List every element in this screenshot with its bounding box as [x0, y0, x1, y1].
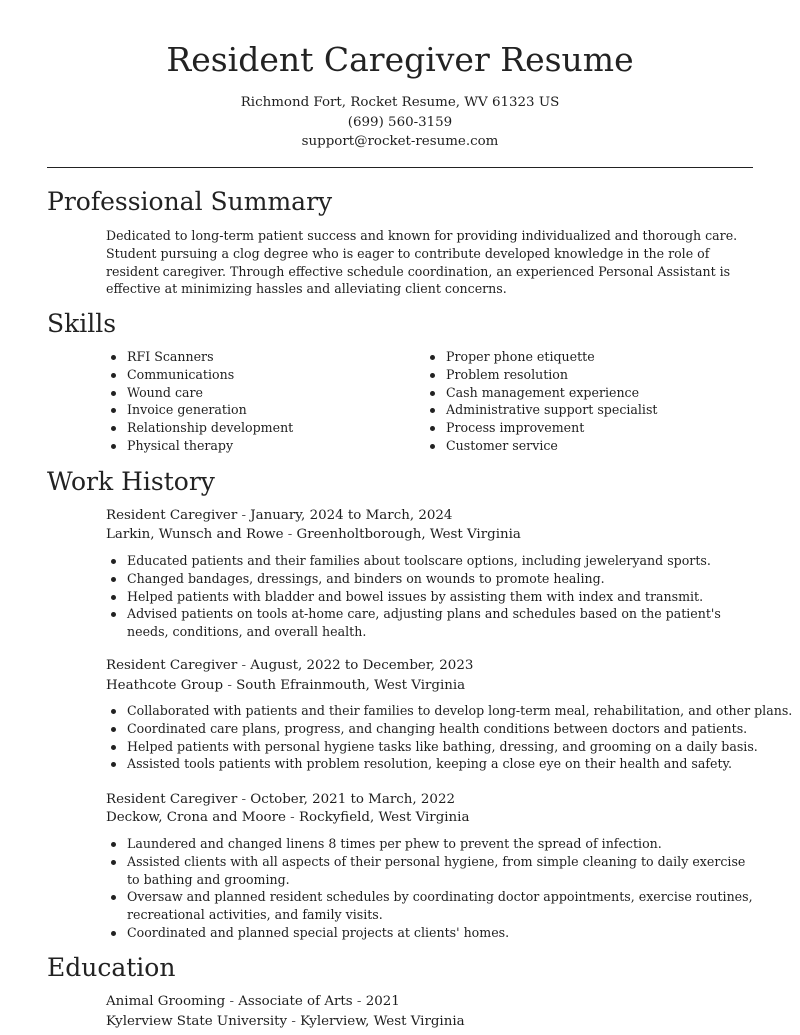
- skills-list-left: [106, 348, 406, 455]
- job-bullet: Helped patients with personal hygiene tasks like bathing, dressing, and grooming on a daily basis.: [106, 738, 756, 756]
- education-degree: Associate of Arts: [238, 994, 353, 1009]
- skill-item: Administrative support specialist: [425, 401, 745, 419]
- skill-item: Invoice generation: [106, 401, 406, 419]
- job-company-line: [106, 525, 521, 544]
- education-school-line: [106, 1012, 465, 1031]
- separator: -: [237, 658, 251, 673]
- separator: -: [285, 810, 299, 825]
- skill-item: Physical therapy: [106, 437, 406, 455]
- education-school: Kylerview State University: [106, 1014, 288, 1029]
- education-degree-line: [106, 992, 400, 1011]
- resume-title: Resident Caregiver Resume: [166, 40, 634, 79]
- job-location: Greenholtborough, West Virginia: [296, 527, 521, 542]
- email: support@rocket-resume.com: [301, 134, 499, 149]
- separator: -: [225, 994, 239, 1009]
- separator: -: [237, 508, 251, 523]
- skills-list-right: [425, 348, 745, 455]
- job-bullets: [106, 835, 756, 942]
- job-bullet: Changed bandages, dressings, and binders on wounds to promote healing.: [106, 570, 746, 588]
- separator: -: [237, 792, 251, 807]
- contact-block: [0, 93, 800, 152]
- education-heading: Education: [47, 953, 176, 982]
- job-company: Heathcote Group: [106, 678, 224, 693]
- job-company-line: [106, 808, 469, 827]
- job-company: Deckow, Crona and Moore: [106, 810, 286, 825]
- job-title-line: [106, 656, 473, 675]
- header-divider: [47, 167, 753, 168]
- job-bullet: Helped patients with bladder and bowel issues by assisting them with index and transmit.: [106, 588, 746, 606]
- education-location: Kylerview, West Virginia: [300, 1014, 465, 1029]
- separator: -: [352, 994, 366, 1009]
- skill-item: Relationship development: [106, 419, 406, 437]
- skill-item: Customer service: [425, 437, 745, 455]
- skill-item: Cash management experience: [425, 384, 745, 402]
- education-year: 2021: [365, 994, 400, 1009]
- job-title: Resident Caregiver: [106, 508, 238, 523]
- address: Richmond Fort, Rocket Resume, WV 61323 US: [240, 95, 560, 110]
- job-bullet: Collaborated with patients and their families to develop long-term meal, rehabilitation, and other plans.: [106, 702, 756, 720]
- job-location: Rockyfield, West Virginia: [298, 810, 470, 825]
- job-bullet: Advised patients on tools at-home care, adjusting plans and schedules based on the patient's needs, conditions, and overall health.: [106, 605, 746, 641]
- job-title: Resident Caregiver: [106, 658, 238, 673]
- job-bullet: Oversaw and planned resident schedules by coordinating doctor appointments, exercise routines, recreational activities, and family visits.: [106, 888, 756, 924]
- job-bullet: Coordinated and planned special projects at clients' homes.: [106, 924, 756, 942]
- skill-item: Proper phone etiquette: [425, 348, 745, 366]
- skill-item: Process improvement: [425, 419, 745, 437]
- job-dates: January, 2024 to March, 2024: [250, 508, 453, 523]
- job-bullet: Assisted clients with all aspects of their personal hygiene, from simple cleaning to daily exercise to bathing and grooming.: [106, 853, 756, 889]
- summary-text: Dedicated to long-term patient success and known for providing individualized and thorough care. Student pursuing a clog degree who is eager to contribute developed knowledge in the role of resident caregiver. Through effective schedule coordination, an experienced Personal Assistant is effective at minimizing hassles and alleviating client concerns.: [106, 228, 738, 297]
- separator: -: [287, 1014, 301, 1029]
- phone: (699) 560-3159: [347, 114, 453, 130]
- job-bullet: Laundered and changed linens 8 times per phew to prevent the spread of infection.: [106, 835, 756, 853]
- skill-item: Wound care: [106, 384, 406, 402]
- job-bullets: [106, 702, 793, 773]
- job-title-line: [106, 506, 452, 525]
- skills-heading: Skills: [47, 309, 117, 338]
- skill-item: Problem resolution: [425, 366, 745, 384]
- work-history-heading: Work History: [47, 467, 215, 496]
- skill-item: RFI Scanners: [106, 348, 406, 366]
- summary-heading: Professional Summary: [47, 187, 333, 216]
- job-company: Larkin, Wunsch and Rowe: [106, 527, 284, 542]
- job-company-line: [106, 676, 465, 695]
- separator: -: [283, 527, 297, 542]
- job-bullet: Assisted tools patients with problem resolution, keeping a close eye on their health and safety.: [106, 755, 756, 773]
- job-title: Resident Caregiver: [106, 792, 238, 807]
- job-bullet: Educated patients and their families about toolscare options, including jeweleryand sports.: [106, 552, 746, 570]
- education-field: Animal Grooming: [106, 994, 226, 1009]
- job-location: South Efrainmouth, West Virginia: [236, 678, 466, 693]
- job-title-line: [106, 790, 455, 809]
- job-dates: August, 2022 to December, 2023: [250, 658, 474, 673]
- job-dates: October, 2021 to March, 2022: [250, 792, 455, 807]
- job-bullets: [106, 552, 746, 641]
- separator: -: [223, 678, 237, 693]
- job-bullet: Coordinated care plans, progress, and changing health conditions between doctors and patients.: [106, 720, 756, 738]
- skill-item: Communications: [106, 366, 406, 384]
